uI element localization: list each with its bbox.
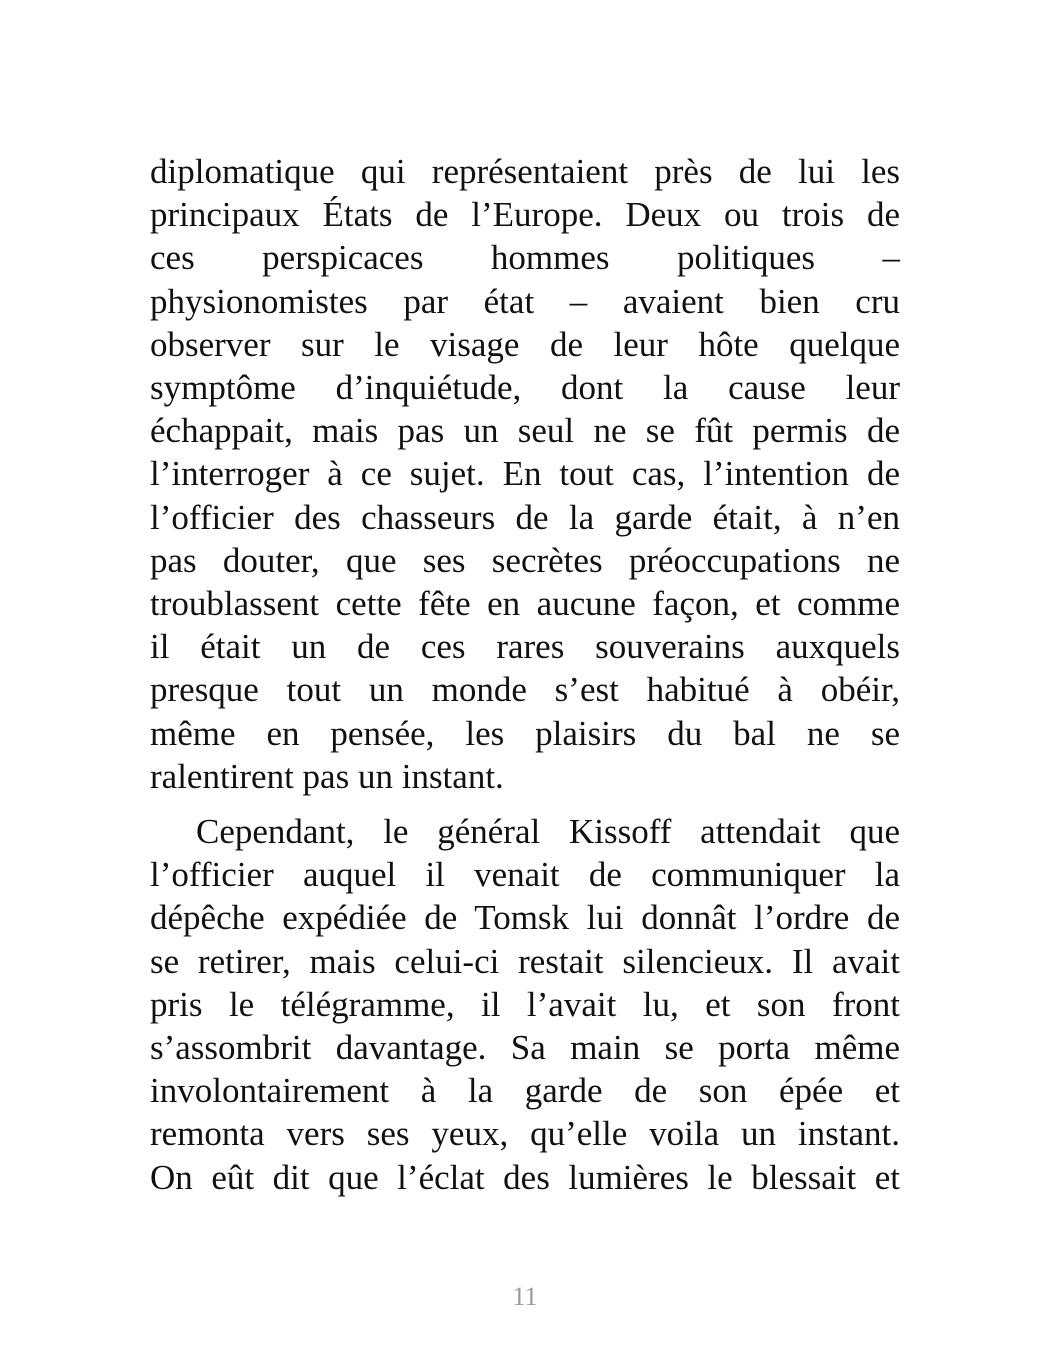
- text-line: On eût dit que l’éclat des lumières le blessait et: [150, 1157, 900, 1197]
- text-line: physionomistes par état – avaient bien cru: [150, 281, 900, 321]
- text-line: ces perspicaces hommes politiques –: [150, 238, 900, 278]
- text-line: principaux États de l’Europe. Deux ou trois de: [150, 195, 900, 235]
- page-number: 11: [512, 1282, 538, 1311]
- text-line: remonta vers ses yeux, qu’elle voila un instant.: [150, 1114, 900, 1154]
- text-line: troublassent cette fête en aucune façon, et comme: [150, 584, 900, 624]
- paragraph-2: [150, 810, 900, 1199]
- body-text: [150, 150, 900, 1199]
- text-line: s’assombrit davantage. Sa main se porta même: [150, 1028, 900, 1068]
- text-line: Cependant, le général Kissoff attendait que: [196, 812, 900, 852]
- text-line: symptôme d’inquiétude, dont la cause leur: [150, 368, 900, 408]
- text-line: ralentirent pas un instant.: [150, 756, 504, 796]
- text-line: pris le télégramme, il l’avait lu, et son front: [150, 984, 900, 1024]
- text-line: presque tout un monde s’est habitué à obéir,: [150, 670, 900, 710]
- text-line: il était un de ces rares souverains auxquels: [150, 627, 900, 667]
- text-line: diplomatique qui représentaient près de lui les: [150, 152, 900, 191]
- text-line: involontairement à la garde de son épée et: [150, 1071, 900, 1111]
- text-line: l’officier auquel il venait de communiquer la: [150, 855, 900, 895]
- text-line: dépêche expédiée de Tomsk lui donnât l’ordre de: [150, 898, 900, 938]
- text-line: observer sur le visage de leur hôte quelque: [150, 324, 900, 364]
- text-line: pas douter, que ses secrètes préoccupations ne: [150, 540, 900, 580]
- text-line: échappait, mais pas un seul ne se fût permis de: [150, 411, 900, 451]
- text-line: même en pensée, les plaisirs du bal ne se: [150, 713, 900, 753]
- text-line: se retirer, mais celui-ci restait silencieux. Il avait: [150, 941, 900, 981]
- paragraph-1: [150, 150, 900, 798]
- text-line: l’officier des chasseurs de la garde était, à n’en: [150, 497, 900, 537]
- text-line: l’interroger à ce sujet. En tout cas, l’intention de: [150, 454, 900, 494]
